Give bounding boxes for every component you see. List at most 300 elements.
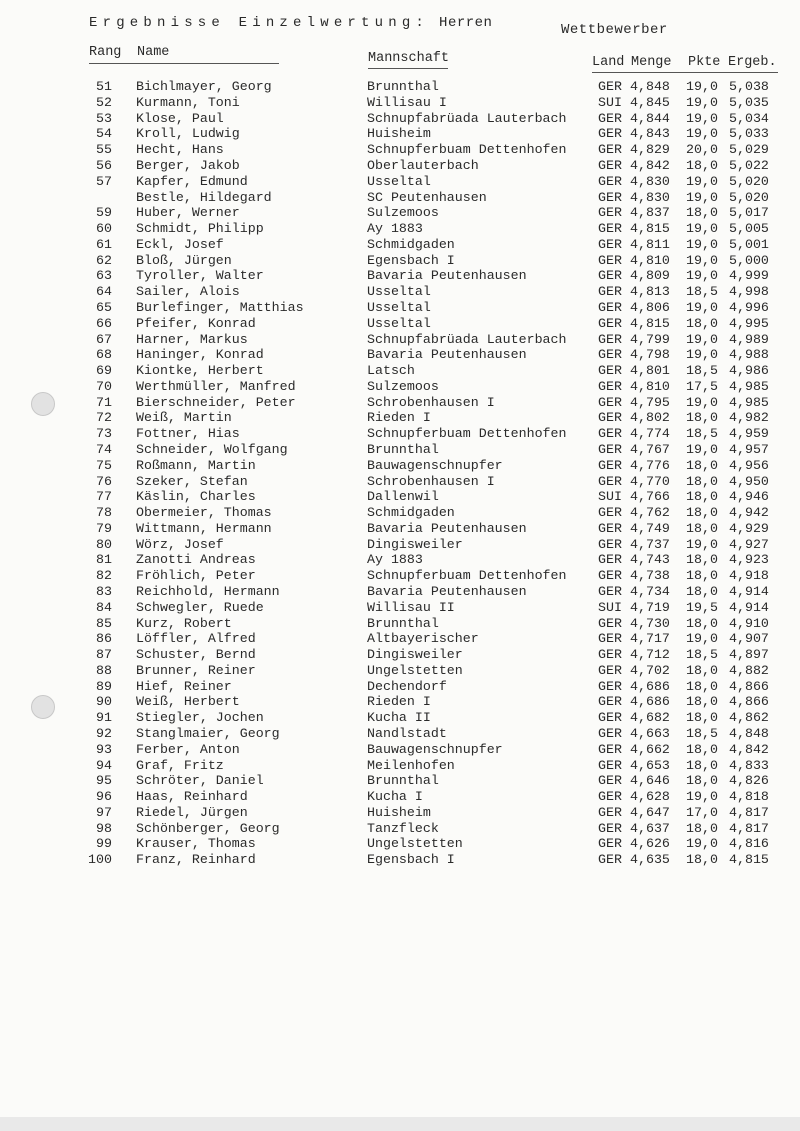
team-cell: Schnupfabrüada Lauterbach bbox=[367, 110, 567, 126]
amount-cell: 4,717 bbox=[630, 631, 670, 647]
amount-cell: 4,749 bbox=[630, 520, 670, 536]
points-cell: 18,0 bbox=[686, 552, 718, 568]
col-header-team: Mannschaft bbox=[368, 51, 450, 66]
table-row bbox=[0, 221, 800, 237]
rank-cell: 95 bbox=[96, 773, 112, 789]
name-cell: Ferber, Anton bbox=[136, 741, 240, 757]
team-cell: Schnupferbuam Dettenhofen bbox=[367, 568, 567, 584]
name-cell: Pfeifer, Konrad bbox=[136, 315, 256, 331]
table-row bbox=[0, 426, 800, 442]
name-cell: Kurz, Robert bbox=[136, 615, 232, 631]
name-cell: Stanglmaier, Georg bbox=[136, 726, 280, 741]
rank-cell: 60 bbox=[96, 221, 112, 236]
country-cell: GER bbox=[598, 394, 622, 410]
country-cell: GER bbox=[598, 189, 622, 205]
points-cell: 18,0 bbox=[686, 741, 718, 757]
rank-cell: 92 bbox=[96, 726, 112, 741]
country-cell: GER bbox=[598, 426, 622, 442]
country-cell: SUI bbox=[598, 94, 622, 110]
col-header-pkte: Pkte bbox=[688, 55, 721, 70]
amount-cell: 4,815 bbox=[630, 315, 670, 331]
table-row bbox=[0, 458, 800, 474]
points-cell: 19,0 bbox=[686, 126, 718, 142]
team-cell: Rieden I bbox=[367, 694, 431, 710]
name-cell: Haninger, Konrad bbox=[136, 347, 264, 363]
team-cell: SC Peutenhausen bbox=[367, 189, 487, 205]
amount-cell: 4,829 bbox=[630, 142, 670, 158]
team-cell: Ay 1883 bbox=[367, 552, 423, 568]
result-cell: 4,882 bbox=[729, 662, 769, 678]
punch-hole-bottom bbox=[31, 695, 55, 719]
table-row bbox=[0, 505, 800, 521]
amount-cell: 4,809 bbox=[630, 268, 670, 284]
table-row bbox=[0, 663, 800, 679]
result-cell: 4,999 bbox=[729, 268, 769, 284]
punch-hole-top bbox=[31, 392, 55, 416]
rank-cell: 72 bbox=[96, 410, 112, 426]
name-cell: Bloß, Jürgen bbox=[136, 252, 232, 268]
team-cell: Schrobenhausen I bbox=[367, 394, 495, 410]
amount-cell: 4,637 bbox=[630, 820, 670, 836]
points-cell: 18,5 bbox=[686, 726, 718, 741]
rank-cell: 84 bbox=[96, 599, 112, 615]
result-cell: 4,998 bbox=[729, 284, 769, 300]
table-row bbox=[0, 190, 800, 206]
team-cell: Sulzemoos bbox=[367, 205, 439, 221]
name-cell: Käslin, Charles bbox=[136, 489, 256, 505]
country-cell: GER bbox=[598, 331, 622, 347]
table-row bbox=[0, 79, 800, 95]
table-row bbox=[0, 395, 800, 411]
result-cell: 4,929 bbox=[729, 520, 769, 536]
amount-cell: 4,653 bbox=[630, 757, 670, 773]
name-cell: Fröhlich, Peter bbox=[136, 568, 256, 584]
name-cell: Schönberger, Georg bbox=[136, 820, 280, 836]
amount-cell: 4,719 bbox=[630, 599, 670, 615]
name-cell: Weiß, Martin bbox=[136, 410, 232, 426]
rank-cell: 88 bbox=[96, 662, 112, 678]
name-cell: Huber, Werner bbox=[136, 205, 240, 221]
points-cell: 18,0 bbox=[686, 568, 718, 584]
name-cell: Kurmann, Toni bbox=[136, 94, 240, 110]
rank-cell: 81 bbox=[96, 552, 112, 568]
amount-cell: 4,845 bbox=[630, 94, 670, 110]
table-row bbox=[0, 742, 800, 758]
team-cell: Willisau I bbox=[367, 94, 447, 110]
name-cell: Bichlmayer, Georg bbox=[136, 79, 272, 94]
result-cell: 4,817 bbox=[729, 820, 769, 836]
rank-cell: 99 bbox=[96, 836, 112, 852]
name-cell: Schröter, Daniel bbox=[136, 773, 264, 789]
amount-cell: 4,626 bbox=[630, 836, 670, 852]
result-cell: 4,848 bbox=[729, 726, 769, 741]
name-cell: Wörz, Josef bbox=[136, 536, 224, 552]
country-cell: GER bbox=[598, 284, 622, 300]
country-cell: GER bbox=[598, 236, 622, 252]
country-cell: GER bbox=[598, 157, 622, 173]
points-cell: 18,0 bbox=[686, 457, 718, 473]
table-row bbox=[0, 410, 800, 426]
team-cell: Bavaria Peutenhausen bbox=[367, 268, 527, 284]
team-cell: Latsch bbox=[367, 363, 415, 378]
points-cell: 18,0 bbox=[686, 852, 718, 868]
rank-cell: 73 bbox=[96, 426, 112, 442]
table-row bbox=[0, 726, 800, 742]
col-header-ergeb: Ergeb. bbox=[728, 55, 777, 70]
team-cell: Oberlauterbach bbox=[367, 157, 479, 173]
name-cell: Riedel, Jürgen bbox=[136, 804, 248, 820]
table-row bbox=[0, 584, 800, 600]
amount-cell: 4,628 bbox=[630, 789, 670, 805]
amount-cell: 4,686 bbox=[630, 694, 670, 710]
rank-cell: 96 bbox=[96, 789, 112, 805]
result-cell: 4,927 bbox=[729, 536, 769, 552]
header-underline-team bbox=[368, 68, 448, 69]
points-cell: 18,0 bbox=[686, 157, 718, 173]
result-cell: 4,907 bbox=[729, 631, 769, 647]
rank-cell: 100 bbox=[88, 852, 112, 868]
result-cell: 5,017 bbox=[729, 205, 769, 221]
result-cell: 4,985 bbox=[729, 378, 769, 394]
team-cell: Bavaria Peutenhausen bbox=[367, 584, 527, 599]
amount-cell: 4,686 bbox=[630, 678, 670, 694]
points-cell: 18,0 bbox=[686, 315, 718, 331]
team-cell: Brunnthal bbox=[367, 615, 439, 631]
name-cell: Hecht, Hans bbox=[136, 142, 224, 158]
rank-cell: 64 bbox=[96, 284, 112, 300]
points-cell: 18,0 bbox=[686, 489, 718, 505]
table-row bbox=[0, 679, 800, 695]
points-cell: 19,0 bbox=[686, 836, 718, 852]
team-cell: Bauwagenschnupfer bbox=[367, 741, 503, 757]
team-cell: Brunnthal bbox=[367, 773, 439, 789]
name-cell: Bierschneider, Peter bbox=[136, 394, 296, 410]
result-cell: 5,029 bbox=[729, 142, 769, 158]
rank-cell: 57 bbox=[96, 173, 112, 189]
country-cell: GER bbox=[598, 757, 622, 773]
result-cell: 5,034 bbox=[729, 110, 769, 126]
rank-cell: 56 bbox=[96, 157, 112, 173]
amount-cell: 4,737 bbox=[630, 536, 670, 552]
rank-cell: 54 bbox=[96, 126, 112, 142]
amount-cell: 4,806 bbox=[630, 299, 670, 315]
result-cell: 5,020 bbox=[729, 173, 769, 189]
points-cell: 19,0 bbox=[686, 236, 718, 252]
team-cell: Kucha II bbox=[367, 710, 431, 726]
table-row bbox=[0, 332, 800, 348]
amount-cell: 4,848 bbox=[630, 79, 670, 94]
result-cell: 4,923 bbox=[729, 552, 769, 568]
country-cell: GER bbox=[598, 410, 622, 426]
result-cell: 5,035 bbox=[729, 94, 769, 110]
result-cell: 4,866 bbox=[729, 694, 769, 710]
points-cell: 18,0 bbox=[686, 820, 718, 836]
team-cell: Bauwagenschnupfer bbox=[367, 457, 503, 473]
points-cell: 18,0 bbox=[686, 584, 718, 599]
name-cell: Hief, Reiner bbox=[136, 678, 232, 694]
rank-cell: 94 bbox=[96, 757, 112, 773]
rank-cell: 83 bbox=[96, 584, 112, 599]
name-cell: Eckl, Josef bbox=[136, 236, 224, 252]
table-row bbox=[0, 805, 800, 821]
rank-cell: 80 bbox=[96, 536, 112, 552]
amount-cell: 4,682 bbox=[630, 710, 670, 726]
result-cell: 5,000 bbox=[729, 252, 769, 268]
heading-subtitle: Wettbewerber bbox=[561, 22, 668, 38]
country-cell: GER bbox=[598, 694, 622, 710]
name-cell: Kapfer, Edmund bbox=[136, 173, 248, 189]
team-cell: Dingisweiler bbox=[367, 647, 463, 663]
col-header-menge: Menge bbox=[631, 55, 672, 70]
points-cell: 19,0 bbox=[686, 299, 718, 315]
rank-cell: 77 bbox=[96, 489, 112, 505]
name-cell: Reichhold, Hermann bbox=[136, 584, 280, 599]
amount-cell: 4,811 bbox=[630, 236, 670, 252]
points-cell: 18,0 bbox=[686, 773, 718, 789]
amount-cell: 4,842 bbox=[630, 157, 670, 173]
result-cell: 5,038 bbox=[729, 79, 769, 94]
points-cell: 18,0 bbox=[686, 678, 718, 694]
table-row bbox=[0, 616, 800, 632]
points-cell: 18,0 bbox=[686, 520, 718, 536]
country-cell: GER bbox=[598, 726, 622, 741]
team-cell: Kucha I bbox=[367, 789, 423, 805]
rank-cell: 90 bbox=[96, 694, 112, 710]
country-cell: GER bbox=[598, 221, 622, 236]
name-cell: Brunner, Reiner bbox=[136, 662, 256, 678]
points-cell: 19,0 bbox=[686, 252, 718, 268]
amount-cell: 4,801 bbox=[630, 363, 670, 378]
rank-cell: 52 bbox=[96, 94, 112, 110]
rank-cell: 63 bbox=[96, 268, 112, 284]
team-cell: Schnupferbuam Dettenhofen bbox=[367, 426, 567, 442]
result-cell: 4,842 bbox=[729, 741, 769, 757]
amount-cell: 4,799 bbox=[630, 331, 670, 347]
result-cell: 4,866 bbox=[729, 678, 769, 694]
name-cell: Burlefinger, Matthias bbox=[136, 299, 304, 315]
scan-edge bbox=[0, 1117, 800, 1131]
country-cell: GER bbox=[598, 79, 622, 94]
rank-cell: 93 bbox=[96, 741, 112, 757]
table-row bbox=[0, 537, 800, 553]
table-row bbox=[0, 773, 800, 789]
result-cell: 4,995 bbox=[729, 315, 769, 331]
rank-cell: 53 bbox=[96, 110, 112, 126]
name-cell: Schneider, Wolfgang bbox=[136, 441, 288, 457]
points-cell: 18,5 bbox=[686, 363, 718, 378]
country-cell: GER bbox=[598, 647, 622, 663]
rank-cell: 98 bbox=[96, 820, 112, 836]
country-cell: GER bbox=[598, 299, 622, 315]
result-cell: 4,946 bbox=[729, 489, 769, 505]
name-cell: Kroll, Ludwig bbox=[136, 126, 240, 142]
result-cell: 5,005 bbox=[729, 221, 769, 236]
table-row bbox=[0, 600, 800, 616]
name-cell: Weiß, Herbert bbox=[136, 694, 240, 710]
team-cell: Egensbach I bbox=[367, 252, 455, 268]
table-row bbox=[0, 142, 800, 158]
amount-cell: 4,798 bbox=[630, 347, 670, 363]
result-cell: 4,942 bbox=[729, 505, 769, 521]
result-cell: 5,001 bbox=[729, 236, 769, 252]
name-cell: Schuster, Bernd bbox=[136, 647, 256, 663]
table-row bbox=[0, 474, 800, 490]
points-cell: 19,0 bbox=[686, 394, 718, 410]
amount-cell: 4,712 bbox=[630, 647, 670, 663]
team-cell: Usseltal bbox=[367, 299, 431, 315]
points-cell: 19,0 bbox=[686, 331, 718, 347]
result-cell: 4,818 bbox=[729, 789, 769, 805]
team-cell: Schmidgaden bbox=[367, 236, 455, 252]
result-cell: 4,950 bbox=[729, 473, 769, 489]
amount-cell: 4,743 bbox=[630, 552, 670, 568]
points-cell: 19,0 bbox=[686, 110, 718, 126]
amount-cell: 4,813 bbox=[630, 284, 670, 300]
table-row bbox=[0, 552, 800, 568]
amount-cell: 4,646 bbox=[630, 773, 670, 789]
team-cell: Nandlstadt bbox=[367, 726, 447, 741]
points-cell: 19,0 bbox=[686, 631, 718, 647]
country-cell: GER bbox=[598, 710, 622, 726]
amount-cell: 4,635 bbox=[630, 852, 670, 868]
rank-cell: 75 bbox=[96, 457, 112, 473]
team-cell: Meilenhofen bbox=[367, 757, 455, 773]
name-cell: Krauser, Thomas bbox=[136, 836, 256, 852]
rank-cell: 70 bbox=[96, 378, 112, 394]
team-cell: Schrobenhausen I bbox=[367, 473, 495, 489]
heading-title: Ergebnisse Einzelwertung: bbox=[89, 15, 430, 31]
name-cell: Stiegler, Jochen bbox=[136, 710, 264, 726]
rank-cell: 82 bbox=[96, 568, 112, 584]
country-cell: GER bbox=[598, 110, 622, 126]
amount-cell: 4,647 bbox=[630, 804, 670, 820]
amount-cell: 4,815 bbox=[630, 221, 670, 236]
rank-cell: 85 bbox=[96, 615, 112, 631]
points-cell: 18,0 bbox=[686, 710, 718, 726]
amount-cell: 4,770 bbox=[630, 473, 670, 489]
name-cell: Berger, Jakob bbox=[136, 157, 240, 173]
country-cell: GER bbox=[598, 836, 622, 852]
amount-cell: 4,702 bbox=[630, 662, 670, 678]
result-cell: 4,826 bbox=[729, 773, 769, 789]
name-cell: Kiontke, Herbert bbox=[136, 363, 264, 378]
country-cell: GER bbox=[598, 315, 622, 331]
amount-cell: 4,730 bbox=[630, 615, 670, 631]
team-cell: Huisheim bbox=[367, 804, 431, 820]
points-cell: 19,5 bbox=[686, 599, 718, 615]
points-cell: 18,0 bbox=[686, 694, 718, 710]
country-cell: GER bbox=[598, 520, 622, 536]
country-cell: GER bbox=[598, 363, 622, 378]
country-cell: GER bbox=[598, 505, 622, 521]
table-row bbox=[0, 521, 800, 537]
country-cell: GER bbox=[598, 457, 622, 473]
header-underline-left bbox=[89, 63, 279, 64]
name-cell: Szeker, Stefan bbox=[136, 473, 248, 489]
col-header-rang: Rang bbox=[89, 45, 122, 60]
amount-cell: 4,662 bbox=[630, 741, 670, 757]
name-cell: Löffler, Alfred bbox=[136, 631, 256, 647]
points-cell: 19,0 bbox=[686, 221, 718, 236]
team-cell: Usseltal bbox=[367, 173, 431, 189]
team-cell: Bavaria Peutenhausen bbox=[367, 347, 527, 363]
rank-cell: 74 bbox=[96, 441, 112, 457]
amount-cell: 4,837 bbox=[630, 205, 670, 221]
country-cell: GER bbox=[598, 804, 622, 820]
rank-cell: 86 bbox=[96, 631, 112, 647]
table-row bbox=[0, 111, 800, 127]
table-row bbox=[0, 821, 800, 837]
team-cell: Sulzemoos bbox=[367, 378, 439, 394]
team-cell: Tanzfleck bbox=[367, 820, 439, 836]
country-cell: SUI bbox=[598, 489, 622, 505]
points-cell: 19,0 bbox=[686, 536, 718, 552]
rank-cell: 79 bbox=[96, 520, 112, 536]
table-row bbox=[0, 363, 800, 379]
rank-cell: 51 bbox=[96, 79, 112, 94]
amount-cell: 4,663 bbox=[630, 726, 670, 741]
points-cell: 18,5 bbox=[686, 426, 718, 442]
points-cell: 18,5 bbox=[686, 284, 718, 300]
rank-cell: 89 bbox=[96, 678, 112, 694]
result-cell: 4,918 bbox=[729, 568, 769, 584]
table-row bbox=[0, 647, 800, 663]
country-cell: GER bbox=[598, 173, 622, 189]
table-row bbox=[0, 789, 800, 805]
points-cell: 19,0 bbox=[686, 268, 718, 284]
country-cell: GER bbox=[598, 584, 622, 599]
table-row bbox=[0, 158, 800, 174]
table-row bbox=[0, 316, 800, 332]
points-cell: 18,0 bbox=[686, 615, 718, 631]
points-cell: 19,0 bbox=[686, 347, 718, 363]
col-header-land: Land bbox=[592, 55, 625, 70]
rank-cell: 87 bbox=[96, 647, 112, 663]
amount-cell: 4,844 bbox=[630, 110, 670, 126]
team-cell: Ungelstetten bbox=[367, 662, 463, 678]
points-cell: 18,0 bbox=[686, 662, 718, 678]
country-cell: GER bbox=[598, 552, 622, 568]
table-row bbox=[0, 852, 800, 868]
country-cell: GER bbox=[598, 378, 622, 394]
team-cell: Altbayerischer bbox=[367, 631, 479, 647]
team-cell: Egensbach I bbox=[367, 852, 455, 868]
name-cell: Franz, Reinhard bbox=[136, 852, 256, 868]
rank-cell: 55 bbox=[96, 142, 112, 158]
points-cell: 18,0 bbox=[686, 505, 718, 521]
rank-cell: 71 bbox=[96, 394, 112, 410]
table-row bbox=[0, 347, 800, 363]
result-cell: 4,817 bbox=[729, 804, 769, 820]
points-cell: 20,0 bbox=[686, 142, 718, 158]
name-cell: Harner, Markus bbox=[136, 331, 248, 347]
table-row bbox=[0, 300, 800, 316]
country-cell: GER bbox=[598, 820, 622, 836]
team-cell: Bavaria Peutenhausen bbox=[367, 520, 527, 536]
result-cell: 4,816 bbox=[729, 836, 769, 852]
points-cell: 17,0 bbox=[686, 804, 718, 820]
result-cell: 4,996 bbox=[729, 299, 769, 315]
country-cell: GER bbox=[598, 773, 622, 789]
country-cell: GER bbox=[598, 741, 622, 757]
name-cell: Wittmann, Hermann bbox=[136, 520, 272, 536]
result-cell: 4,988 bbox=[729, 347, 769, 363]
rank-cell: 68 bbox=[96, 347, 112, 363]
name-cell: Klose, Paul bbox=[136, 110, 224, 126]
team-cell: Dechendorf bbox=[367, 678, 447, 694]
country-cell: GER bbox=[598, 678, 622, 694]
table-row bbox=[0, 126, 800, 142]
